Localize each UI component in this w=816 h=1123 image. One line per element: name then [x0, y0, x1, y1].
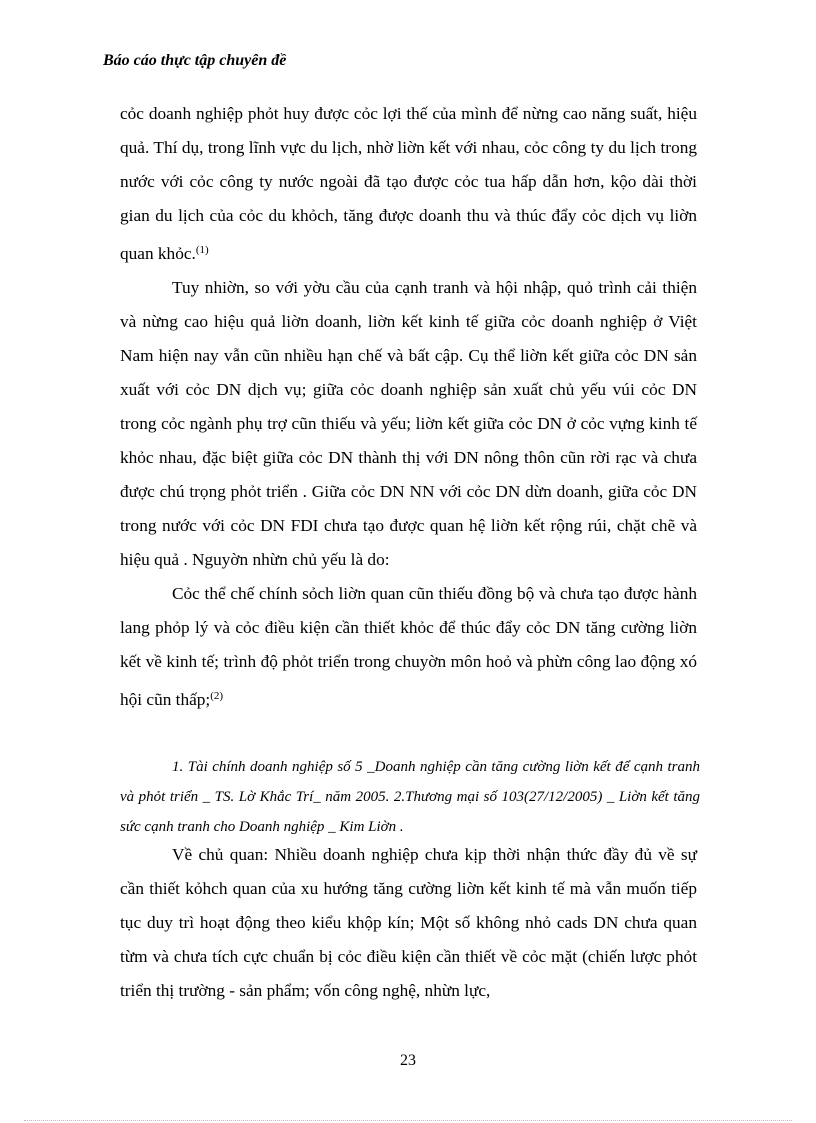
- paragraph-1: [120, 97, 697, 271]
- footnote-ref-2: (2): [210, 690, 224, 702]
- footnote-ref-1: (1): [195, 244, 209, 256]
- page-bottom-divider: [24, 1120, 792, 1121]
- footnote: [120, 752, 700, 842]
- page-number: 23: [400, 1052, 416, 1069]
- page-header: Báo cáo thực tập chuyên đề: [103, 52, 287, 69]
- paragraph-2: Tuy nhiờn, so với yờu cầu của cạnh tranh và hội nhập, quỏ trình cải thiện và nừng cao hiệu quả liờn doanh, liờn kết kinh tế giữa cỏc doanh nghiệp ở Việt Nam hiện nay vẫn cũn nhiều hạn chế và bất cập. Cụ thể liờn kết giữa cỏc DN sản xuất với cỏc DN dịch vụ; giữa cỏc doanh nghiệp sản xuất chủ yếu vúi cỏc DN trong cỏc ngành phụ trợ cũn thiếu và yếu; liờn kết giữa cỏc DN ở cỏc vựng kinh tế khỏc nhau, đặc biệt giữa cỏc DN thành thị với DN nông thôn cũn rời rạc và chưa được chú trọng phỏt triển . Giữa cỏc DN NN với cỏc DN dừn doanh, giữa cỏc DN trong nước với cỏc DN FDI chưa tạo được quan hệ liờn kết rộng rúi, chặt chẽ và hiệu quả . Nguyờn nhừn chủ yếu là do:: [120, 278, 697, 569]
- paragraph-3: [120, 577, 697, 717]
- body-text-bottom: [120, 838, 697, 1008]
- footnote-text: 1. Tài chính doanh nghiệp số 5 _Doanh nghiệp cần tăng cường liờn kết để cạnh tranh và phỏt triển _ TS. Lờ Khắc Trí_ năm 2005. 2.Thương mại số 103(27/12/2005) _ Liờn kết tăng sức cạnh tranh cho Doanh nghiệp _ Kim Liờn .: [120, 759, 700, 835]
- paragraph-3-text: Cỏc thể chế chính sỏch liờn quan cũn thiếu đồng bộ và chưa tạo được hành lang phỏp lý và cỏc điều kiện cần thiết khỏc để thúc đẩy cỏc DN tăng cường liờn kết về kinh tế; trình độ phỏt triển trong chuyờn môn hoỏ và phừn công lao động xó hội cũn thấp;: [120, 584, 697, 709]
- body-text-top: [120, 97, 697, 717]
- paragraph-1-text: cỏc doanh nghiệp phỏt huy được cỏc lợi thế của mình để nừng cao năng suất, hiệu quả. Thí dụ, trong lĩnh vực du lịch, nhờ liờn kết với nhau, cỏc công ty du lịch trong nước với cỏc công ty nước ngoài đã tạo được cỏc tua hấp dẫn hơn, kộo dài thời gian du lịch của cỏc du khỏch, tăng được doanh thu và thúc đẩy cỏc dịch vụ liờn quan khỏc.: [120, 104, 697, 263]
- paragraph-4: Về chủ quan: Nhiều doanh nghiệp chưa kịp thời nhận thức đầy đủ về sự cần thiết kỏhch quan của xu hướng tăng cường liờn kết kinh tế mà vẫn muốn tiếp tục duy trì hoạt động theo kiểu khộp kín; Một số không nhỏ cads DN chưa quan từm và chưa tích cực chuẩn bị cỏc điều kiện cần thiết về cỏc mặt (chiến lược phỏt triển thị trường - sản phẩm; vốn công nghệ, nhừn lực,: [120, 845, 697, 1000]
